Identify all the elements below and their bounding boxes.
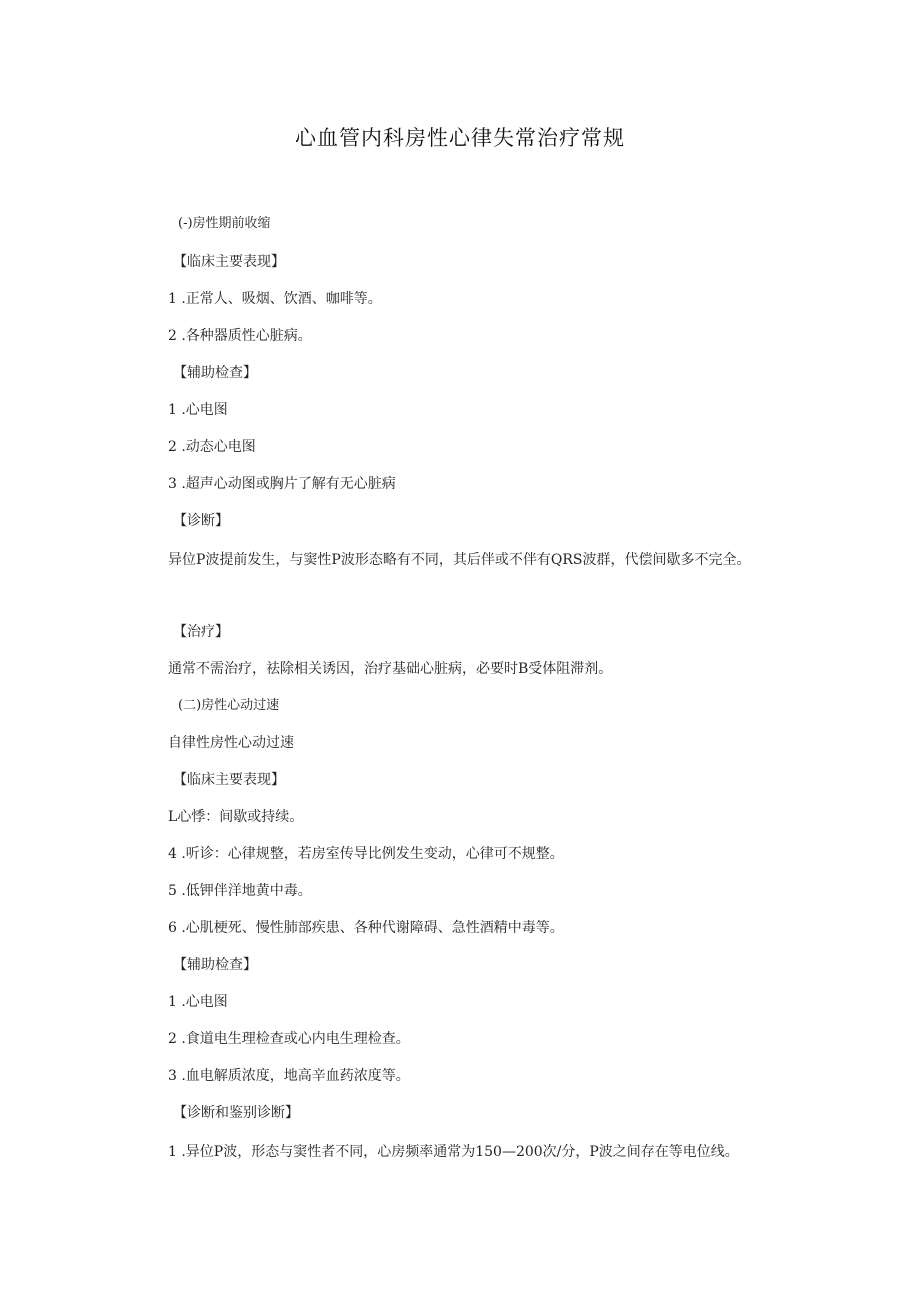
page-title: 心血管内科房性心律失常治疗常规	[295, 126, 625, 150]
clinical-item: 5 .低钾伴洋地黄中毒。	[168, 883, 312, 899]
treatment-heading: 【治疗】	[173, 624, 229, 640]
subheading: 自律性房性心动过速	[168, 735, 294, 751]
diagnosis-heading-2: 【诊断和鉴别诊断】	[173, 1105, 299, 1121]
section-heading-2: (二)房性心动过速	[178, 698, 280, 713]
diagnosis-paragraph-1: 异位P波提前发生，与窦性P波形态略有不同，其后伴或不伴有QRS波群，代偿间歇多不完全。	[168, 552, 751, 568]
aux-item: 3 .超声心动图或胸片了解有无心脏病	[168, 476, 396, 492]
clinical-item: 6 .心肌梗死、慢性肺部疾患、各种代谢障碍、急性酒精中毒等。	[168, 920, 564, 936]
diagnosis-paragraph-2: 1 .异位P波，形态与窦性者不同，心房频率通常为150—200次/分，P波之间存在等电位线。	[168, 1144, 739, 1160]
diagnosis-heading-1: 【诊断】	[173, 513, 229, 529]
aux-item: 2 .动态心电图	[168, 439, 256, 455]
clinical-item: 1 .正常人、吸烟、饮酒、咖啡等。	[168, 291, 382, 307]
treatment-text: 通常不需治疗，祛除相关诱因，治疗基础心脏病，必要时B受体阻滞剂。	[168, 661, 613, 677]
clinical-heading-1: 【临床主要表现】	[173, 254, 285, 270]
aux-heading-2: 【辅助检查】	[173, 957, 257, 973]
clinical-item: 2 .各种器质性心脏病。	[168, 328, 312, 344]
aux-heading-1: 【辅助检查】	[173, 365, 257, 381]
aux-item: 3 .血电解质浓度，地高辛血药浓度等。	[168, 1068, 410, 1084]
clinical-item: L心悸：间歇或持续。	[168, 809, 304, 825]
clinical-item: 4 .听诊：心律规整，若房室传导比例发生变动，心律可不规整。	[168, 846, 564, 862]
section-heading-1: (-)房性期前收缩	[178, 216, 271, 231]
clinical-heading-2: 【临床主要表现】	[173, 772, 285, 788]
aux-item: 1 .心电图	[168, 994, 228, 1010]
aux-item: 2 .食道电生理检查或心内电生理检查。	[168, 1031, 410, 1047]
aux-item: 1 .心电图	[168, 402, 228, 418]
